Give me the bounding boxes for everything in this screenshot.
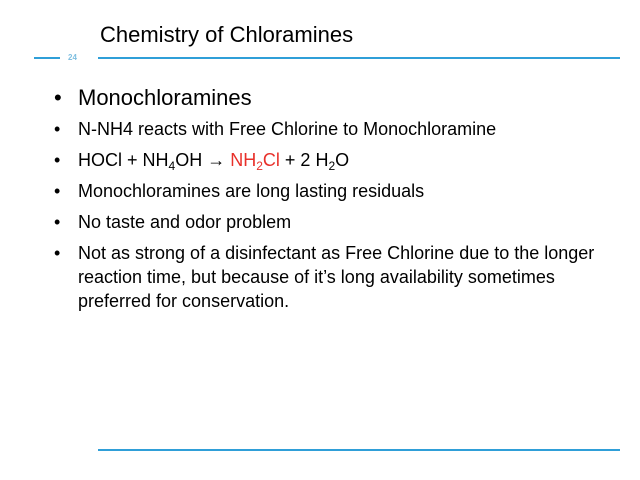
equation-part: HOCl + NH [78, 150, 169, 170]
equation-part: + 2 H [279, 150, 329, 170]
bullet-list [54, 84, 614, 320]
bullet-equation [54, 148, 614, 172]
slide-title: Chemistry of Chloramines [100, 22, 354, 47]
bullet-text: No taste and odor problem [78, 212, 292, 232]
bullet-text: Monochloramines [78, 85, 252, 110]
footer-rule [98, 449, 620, 451]
bullet-text: Not as strong of a disinfectant as Free Chlorine due to the longer reaction time, but because of it’s long availability sometimes preferred for conservation. [78, 243, 595, 311]
bullet-text: Monochloramines are long lasting residuals [78, 181, 425, 201]
equation-subscript: 2 [328, 159, 336, 173]
arrow-right-icon: → [207, 150, 226, 170]
bullet-dot-icon: • [54, 212, 61, 232]
bullet-dot-icon: • [54, 150, 61, 170]
equation-part: NH [230, 150, 257, 170]
bullet-dot-icon: • [54, 181, 61, 201]
equation-part: O [335, 150, 350, 170]
title-rule-left [34, 57, 60, 59]
equation-part: OH [175, 150, 208, 170]
monochloramine-formula [230, 150, 280, 173]
equation-subscript: 2 [256, 159, 263, 173]
bullet-dot-icon: • [54, 85, 62, 110]
bullet-monochloramines [54, 84, 614, 112]
equation-part: Cl [262, 150, 280, 170]
bullet-long-lasting [54, 179, 614, 203]
title-rule [98, 57, 620, 59]
bullet-disinfectant-strength [54, 241, 614, 313]
bullet-reaction-description [54, 117, 614, 141]
bullet-dot-icon: • [54, 243, 61, 263]
equation-subscript: 4 [168, 159, 176, 173]
bullet-taste-odor [54, 210, 614, 234]
bullet-dot-icon: • [54, 119, 61, 139]
slide-number: 24 [68, 53, 77, 62]
bullet-text: N-NH4 reacts with Free Chlorine to Monochloramine [78, 119, 497, 139]
